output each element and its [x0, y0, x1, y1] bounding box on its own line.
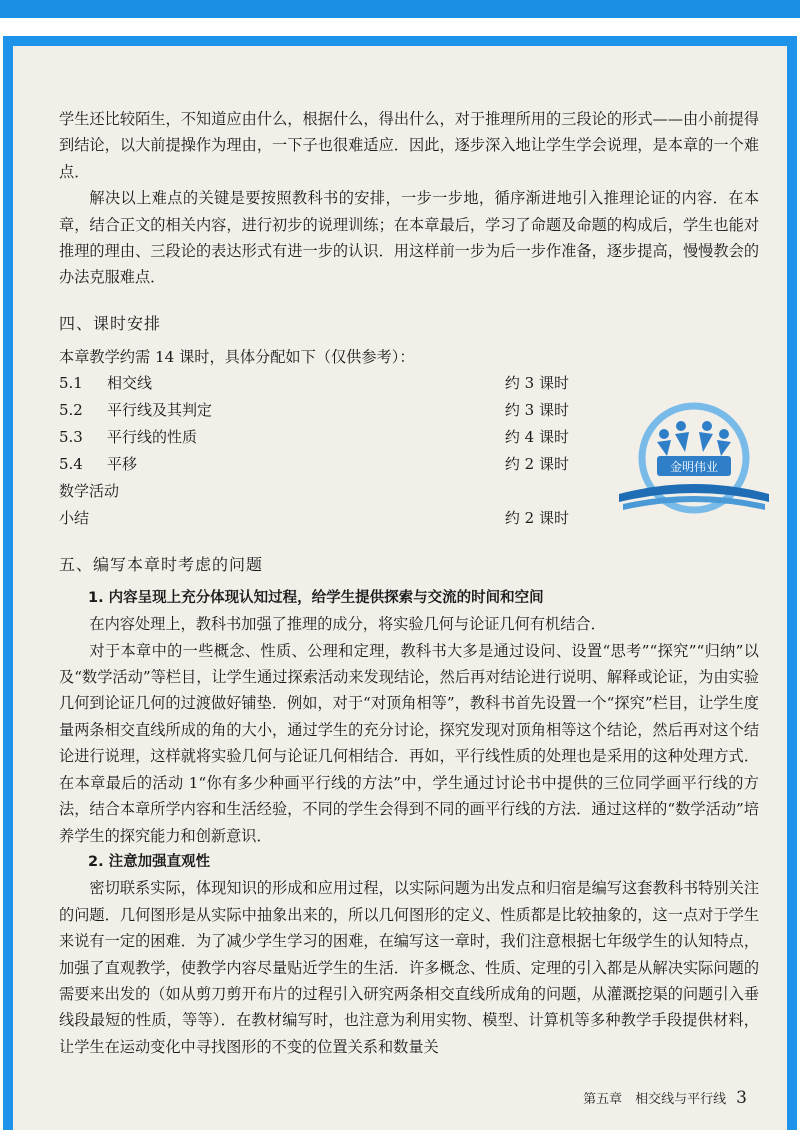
footer-chapter: 第五章 相交线与平行线 [583, 1092, 727, 1107]
schedule-row-hours: 约 4 课时 [504, 427, 569, 446]
schedule-row-name: 平移 [107, 454, 138, 473]
top-banner-strip [0, 0, 800, 18]
schedule-row-hours: 约 3 课时 [504, 400, 569, 419]
schedule-row-num: 5.4 [59, 454, 83, 473]
subheading-2: 2. 注意加强直观性 [88, 853, 211, 870]
schedule-row-name: 平行线及其判定 [107, 400, 213, 419]
paragraph-5-2-a: 密切联系实际，体现知识的形成和应用过程，以实际问题为出发点和归宿是编写这套教科书特别关注的问题．几何图形是从实际中抽象出来的，所以几何图形的定义、性质都是比较抽象的，这一点对于学生来说有一定的困难．为了减少学生学习的困难，在编写这一章时，我们注意根据七年级学生的认知特点，加强了直观教学，使教学内容尽量贴近学生的生活．许多概念、性质、定理的引入都是从解决实际问题的需要来出发的（如从剪刀剪开布片的过程引入研究两条相交直线所成角的问题，从灌溉挖渠的问题引入垂线段最短的性质，等等）．在教材编写时，也注意为利用实物、模型、计算机等多种教学手段提供材料，让学生在运动变化中寻找图形的不变的位置关系和数量关 [59, 879, 759, 1056]
schedule-row [59, 505, 569, 532]
watermark-logo [609, 396, 779, 546]
page-number: 3 [736, 1088, 747, 1108]
blue-frame [3, 36, 797, 1130]
schedule-row [59, 397, 569, 424]
schedule-row-name: 小结 [59, 508, 90, 527]
schedule-row-name: 数学活动 [59, 481, 120, 500]
paragraph-5-1-a: 在内容处理上，教科书加强了推理的成分，将实验几何与论证几何有机结合． [89, 615, 606, 634]
schedule-row [59, 424, 569, 451]
logo-text: 金明伟业 [669, 460, 719, 474]
section-5-heading: 五、编写本章时考虑的问题 [59, 554, 264, 574]
schedule-row-hours: 约 3 课时 [504, 373, 569, 392]
schedule-intro: 本章教学约需 14 课时，具体分配如下（仅供参考）： [59, 347, 415, 366]
paragraph-5-1-b: 对于本章中的一些概念、性质、公理和定理，教科书大多是通过设问、设置“思考”“探究”“归纳”以及“数学活动”等栏目，让学生通过探索活动来发现结论，然后再对结论进行说明、解释或论证，为由实验几何到论证几何的过渡做好铺垫．例如，对于“对顶角相等”，教科书首先设置一个“探究”栏目，让学生度量两条相交直线所成的角的大小，通过学生的充分讨论，探究发现对顶角相等这个结论，然后再对这个结论进行说理，这样就将实验几何与论证几何相结合．再如，平行线性质的处理也是采用的这种处理方式．在本章最后的活动 1“你有多少种画平行线的方法”中，学生通过讨论书中提供的三位同学画平行线的方法，结合本章所学内容和生活经验，不同的学生会得到不同的画平行线的方法．通过这样的“数学活动”培养学生的探究能力和创新意识． [59, 641, 759, 845]
schedule-row-name: 相交线 [107, 373, 153, 392]
schedule-row-num: 5.1 [59, 373, 83, 392]
paragraph-top-2: 解决以上难点的关键是要按照教科书的安排，一步一步地，循序渐进地引入推理论证的内容．在本章，结合正文的相关内容，进行初步的说理训练；在本章最后，学习了命题及命题的构成后，学生也能对推理的理由、三段论的表达形式有进一步的认识．用这样前一步为后一步作准备，逐步提高，慢慢教会的办法克服难点． [59, 189, 759, 287]
schedule-table [59, 370, 569, 532]
scanned-book-page [13, 46, 787, 1130]
subheading-1: 1. 内容呈现上充分体现认知过程，给学生提供探索与交流的时间和空间 [88, 589, 544, 606]
schedule-row-num: 5.3 [59, 427, 83, 446]
schedule-row [59, 478, 569, 505]
schedule-row [59, 370, 569, 397]
page-footer [583, 1088, 747, 1108]
paragraph-top-1: 学生还比较陌生，不知道应由什么，根据什么，得出什么，对于推理所用的三段论的形式——由小前提得到结论，以大前提操作为理由，一下子也很难适应．因此，逐步深入地让学生学会说理，是本章的一个难点． [59, 110, 759, 181]
schedule-row-name: 平行线的性质 [107, 427, 198, 446]
schedule-row-hours: 约 2 课时 [504, 508, 569, 527]
schedule-row-num: 5.2 [59, 400, 83, 419]
section-4-heading: 四、课时安排 [59, 313, 162, 333]
page-content [59, 106, 759, 1060]
schedule-row-hours: 约 2 课时 [504, 454, 569, 473]
schedule-row [59, 451, 569, 478]
